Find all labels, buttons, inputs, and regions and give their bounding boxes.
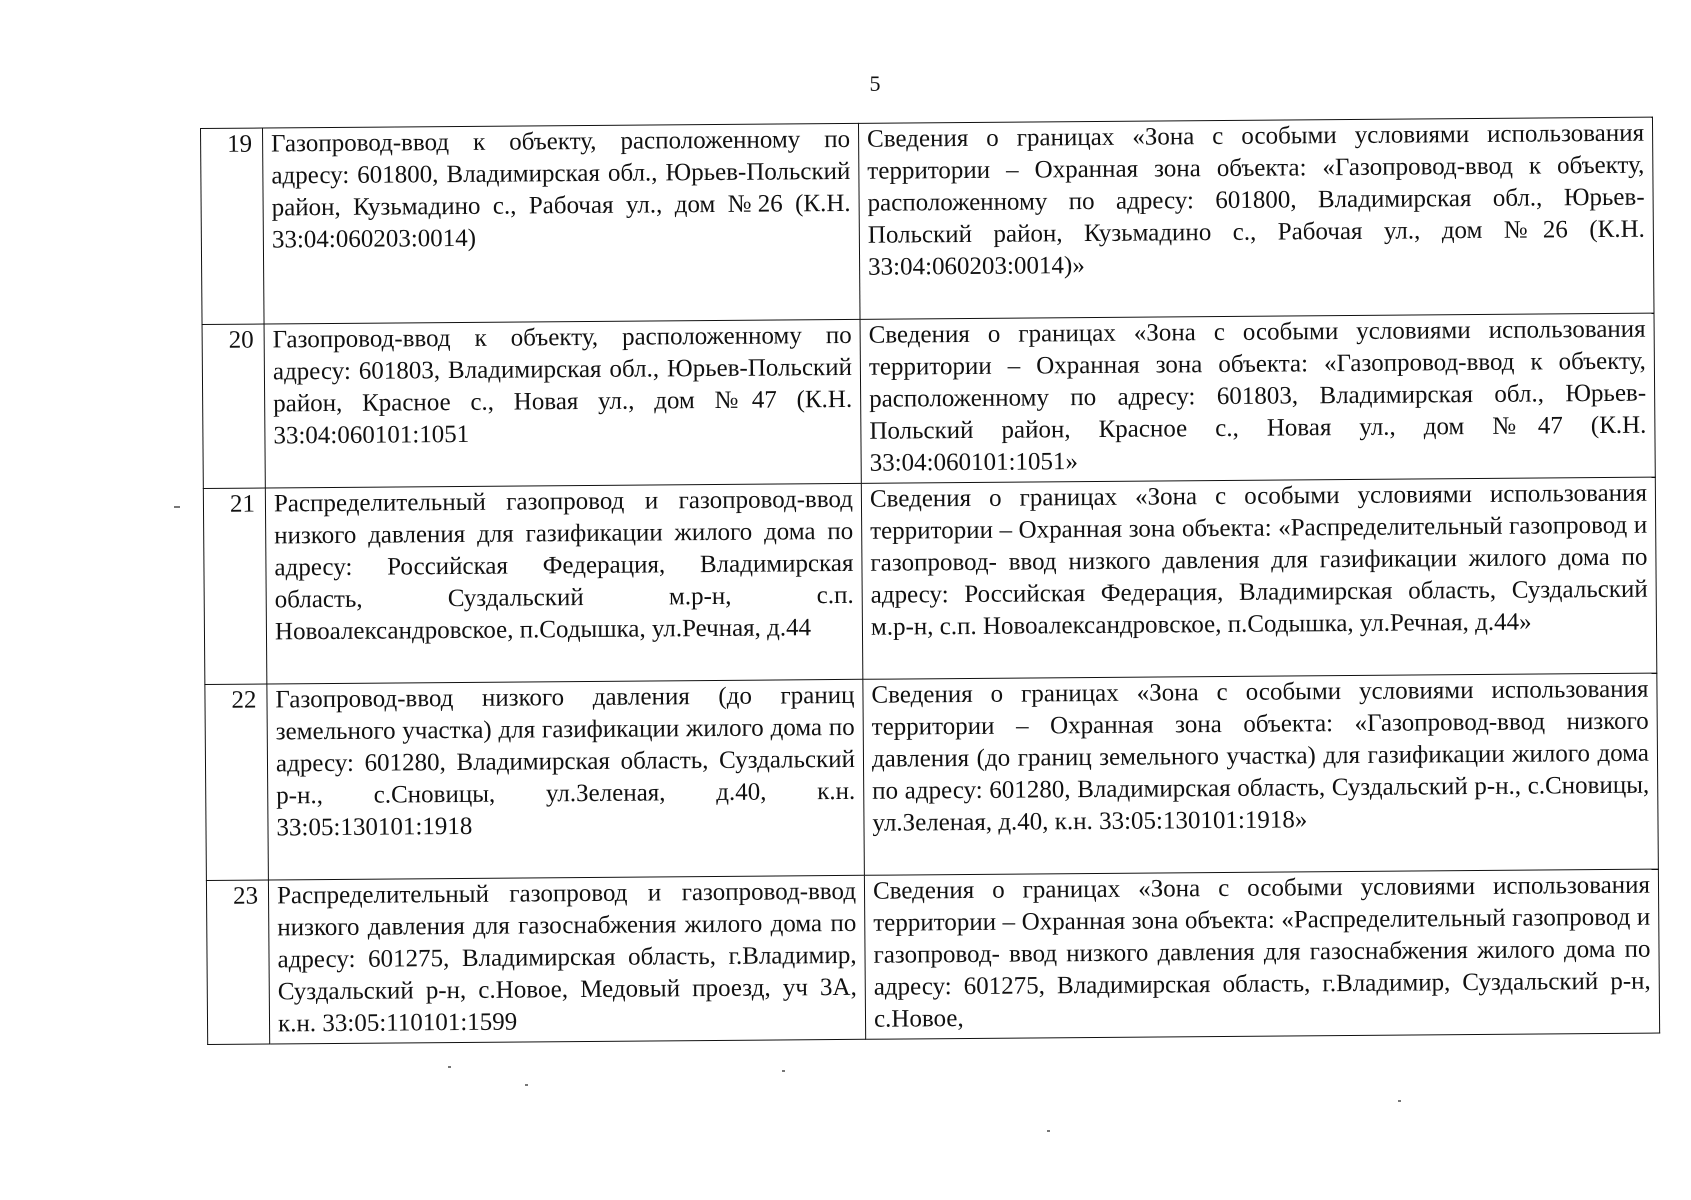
row-number: 22 <box>205 684 269 880</box>
scan-speck <box>1398 1100 1401 1102</box>
scan-speck <box>448 1066 451 1068</box>
zone-information: Сведения о границах «Зона с особыми условиями использования территории – Охранная зона объекта: «Газопровод-ввод к объекту, расположенному по адресу: 601803, Владимирская обл., Юрьев-Польский район, Красное с., Новая ул., дом №47 (К.Н. 33:04:060101:1051» <box>860 313 1655 483</box>
table-row <box>202 313 1655 488</box>
object-description: Газопровод-ввод к объекту, расположенному по адресу: 601803, Владимирская обл., Юрьев-Польский район, Красное с., Новая ул., дом №47 (К.Н. 33:04:060101:1051 <box>264 319 861 488</box>
object-description: Распределительный газопровод и газопровод-ввод низкого давления для газоснабжения жилого дома по адресу: 601275, Владимирская область, г.Владимир, Суздальский р-н, с.Новое, Медовый проезд, уч 3А, к.н. 33:05:110101:1599 <box>268 875 865 1044</box>
scan-speck <box>525 1084 528 1086</box>
row-number: 23 <box>206 880 269 1044</box>
object-description: Распределительный газопровод и газопровод-ввод низкого давления для газификации жилого дома по адресу: Российская Федерация, Владимирская область, Суздальский м.р-н, с.п. Новоалександровское, п.Содышка, ул.Речная, д.44 <box>265 483 863 684</box>
object-description: Газопровод-ввод низкого давления (до границ земельного участка) для газификации жилого дома по адресу: 601280, Владимирская область, Суздальский р-н., с.Сновицы, ул.Зеленая, д.40, к.н. 33:05:130101:1918 <box>267 679 865 880</box>
row-number: 21 <box>203 488 267 684</box>
scan-speck <box>174 506 180 508</box>
zone-information: Сведения о границах «Зона с особыми условиями использования территории – Охранная зона объекта: «Распределительный газопровод и газопровод- ввод низкого давления для газоснабжения жилого дома по адресу: 601275, Владимирская область, г.Владимир, Суздальский р-н, с.Новое, <box>864 869 1659 1039</box>
zones-table <box>200 117 1660 1045</box>
table-row <box>205 673 1658 880</box>
zone-information: Сведения о границах «Зона с особыми условиями использования территории – Охранная зона объекта: «Распределительный газопровод и газопровод- ввод низкого давления для газификации жилого дома по адресу: Российская Федерация, Владимирская область, Суздальский м.р-н, с.п. Новоалександровское, п.Содышка, ул.Речная, д.44» <box>861 477 1657 679</box>
page-number: 5 <box>869 71 881 96</box>
zone-information: Сведения о границах «Зона с особыми условиями использования территории – Охранная зона объекта: «Газопровод-ввод к объекту, расположенному по адресу: 601800, Владимирская обл., Юрьев-Польский район, Кузьмадино с., Рабочая ул., дом №26 (К.Н. 33:04:060203:0014)» <box>858 117 1654 319</box>
zone-information: Сведения о границах «Зона с особыми условиями использования территории – Охранная зона объекта: «Газопровод-ввод низкого давления (до границ земельного участка) для газификации жилого дома по адресу: 601280, Владимирская область, Суздальский р-н., с.Сновицы, ул.Зеленая, д.40, к.н. 33:05:130101:1918» <box>863 673 1659 875</box>
table-row <box>203 477 1656 684</box>
table-row <box>206 869 1659 1044</box>
object-description: Газопровод-ввод к объекту, расположенному по адресу: 601800, Владимирская обл., Юрьев-Польский район, Кузьмадино с., Рабочая ул., дом №26 (К.Н. 33:04:060203:0014) <box>263 123 861 324</box>
scan-speck <box>1047 1130 1050 1132</box>
row-number: 19 <box>201 128 265 324</box>
scan-speck <box>782 1070 785 1072</box>
row-number: 20 <box>202 324 265 488</box>
table-row <box>201 117 1654 324</box>
